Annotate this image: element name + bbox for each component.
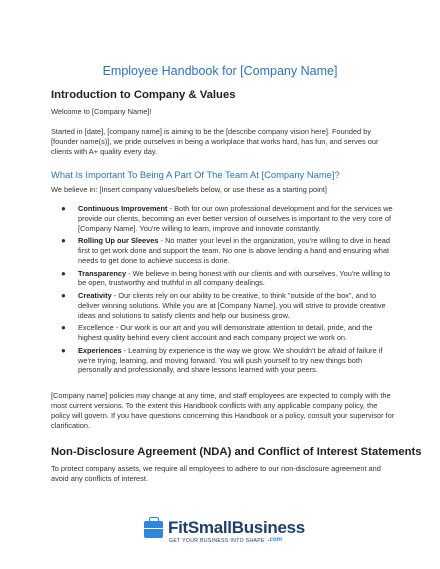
logo-tagline: GET YOUR BUSINESS INTO SHAPE [169,538,265,544]
intro-heading: Introduction to Company & Values [51,89,236,101]
nda-paragraph: To protect company assets, we require all employees to adhere to our non-disclosure agreement and avoid any conflicts of interest. [51,464,381,484]
value-term: Creativity [78,291,112,300]
fitsmallbusiness-logo [144,518,304,548]
values-list [52,204,397,378]
welcome-paragraph: Welcome to [Company Name]! [51,107,152,116]
bullet-icon: ● [61,236,66,246]
logo-brand: FitSmallBusiness [168,518,305,537]
logo-suffix: .com [268,537,283,543]
list-item [52,269,397,289]
list-item [52,204,397,233]
value-text: Excellence - Our work is our art and you will demonstrate attention to detail, pride, and the highest quality behind every client account and each company project we work on. [78,323,373,342]
document-title: Employee Handbook for [Company Name] [102,64,338,78]
briefcase-icon [144,521,163,538]
value-text: - Our clients rely on our ability to be creative, to think "outside of the box", and to deliver winning solutions. While you are at [Company Name], you will strive to provide creative ideas and solutions to satisfy clients and help our business grow. [78,291,386,320]
believe-paragraph: We believe in: [Insert company values/beliefs below, or use these as a starting point] [51,185,327,194]
value-text: - We believe in being honest with our clients and with ourselves. You're willing to be open, trustworthy and truthful in all company dealings. [78,268,391,288]
started-paragraph: Started in [date], [company name] is aiming to be the [describe company vision here]. Founded by [founder name(s)], we pride ourselves in being a workplace that works hard, has fun, and serves our clients with A+ quality every day. [51,127,379,157]
value-text: - Both for our own professional development and for the services we provide our clients, becoming an ever better version of ourselves is important to the very core of [Company Name]. You're willing to learn, improve and innovate constantly. [78,204,393,233]
bullet-icon: ● [61,268,66,278]
important-heading: What Is Important To Being A Part Of The Team At [Company Name]? [51,169,340,180]
list-item [52,346,397,375]
value-term: Continuous Improvement [78,204,168,213]
value-term: Rolling Up our Sleeves [78,236,159,246]
value-term: Transparency [78,268,127,278]
bullet-icon: ● [61,291,66,300]
value-term: Experiences [78,345,122,355]
policies-paragraph: [Company name] policies may change at any time, and staff employees are expected to comply with the most current versions. To the extent this Handbook conflicts with any applicable company policy, the policy will govern. If you have questions concerning this Handbook or a policy, consult your supervisor for clarification. [51,391,395,431]
nda-heading: Non-Disclosure Agreement (NDA) and Conflict of Interest Statements [51,446,422,458]
bullet-icon: ● [61,345,66,355]
bullet-icon: ● [61,323,66,333]
bullet-icon: ● [61,204,66,213]
value-text: - Learning by experience is the way we grow. We shouldn't be afraid of failure if we're trying, learning, and moving forward. You will push yourself to try new things both personally and professionally, and share lessons learned with your peers. [78,345,383,375]
value-text: - No matter your level in the organization, you're willing to dive in head first to get work done and support the team. No one is above lending a hand and ensuring what needs to get done to achieve success is done. [78,236,390,265]
list-item [52,291,397,320]
list-item [52,323,397,343]
list-item [52,236,397,265]
